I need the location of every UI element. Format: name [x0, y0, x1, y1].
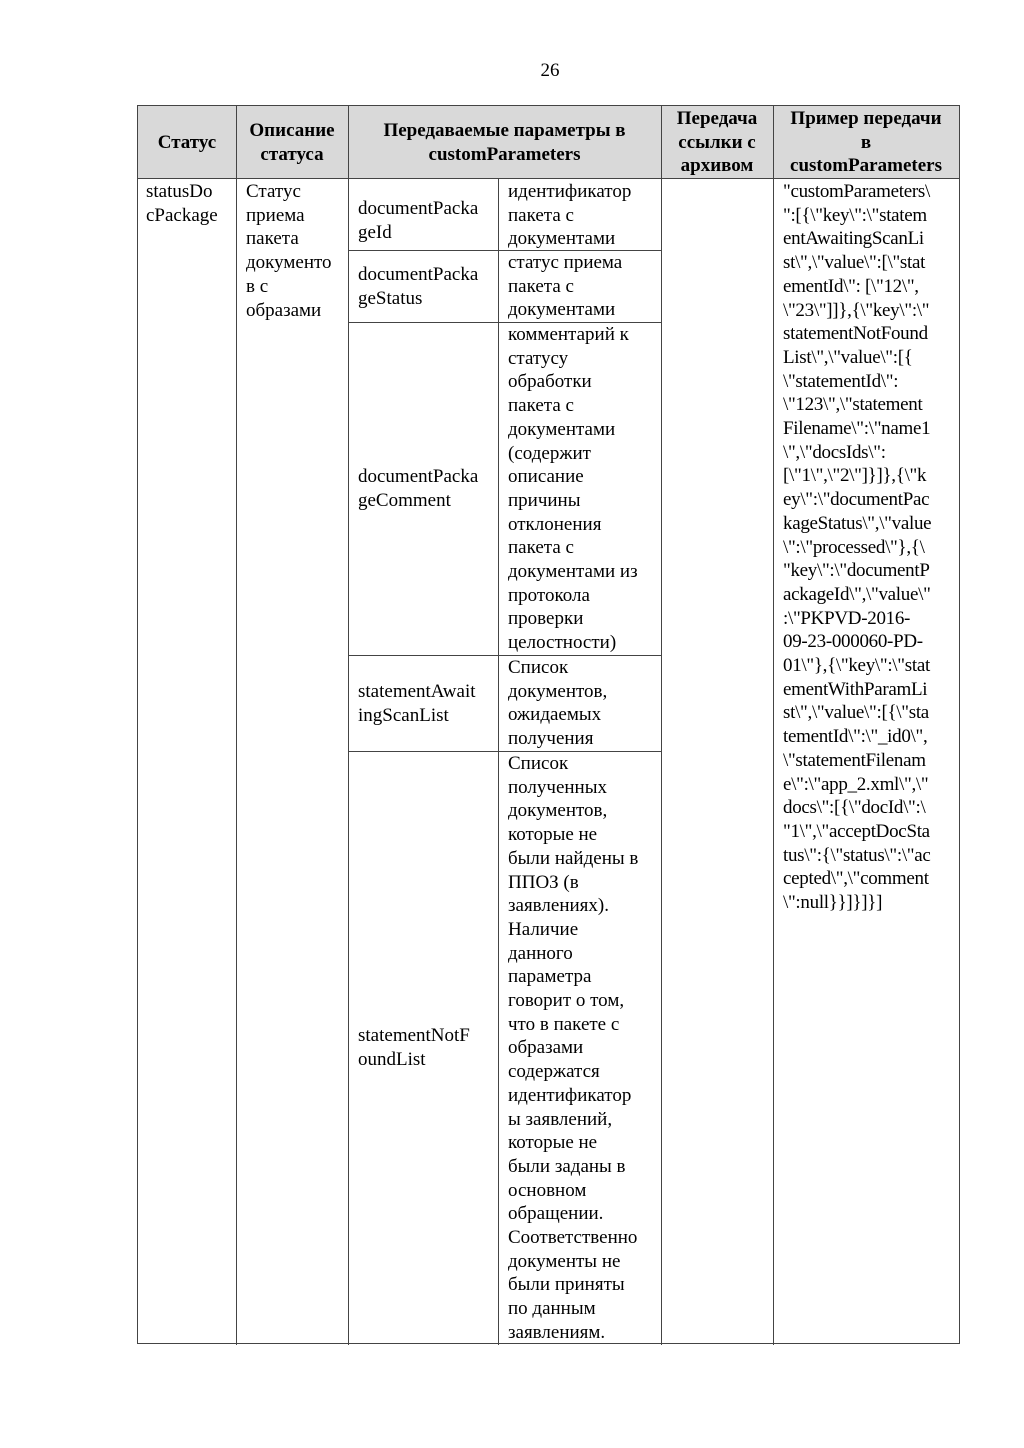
param-name: statementAwait ingScanList: [358, 681, 476, 726]
param-name: documentPacka geComment: [358, 466, 479, 511]
param-description: Список полученных документов, которые не были найдены в ППОЗ (в заявлениях). Наличие данного параметра говорит о том, что в пакете с образами содержатся идентификатор ы заявлений, которые не были заданы в основном обращении. Соответственно документы не были приняты по данным заявлениям.: [508, 753, 639, 1343]
status-table: [137, 105, 960, 1344]
header-description: Описание статуса: [249, 119, 335, 165]
param-description: комментарий к статусу обработки пакета с документами (содержит описание причины отклонения пакета с документами из протокола проверки целостности): [508, 324, 638, 654]
header-status: Статус: [157, 131, 217, 153]
column-divider: [348, 106, 349, 1345]
row-divider: [348, 655, 661, 656]
param-description: статус приема пакета с документами: [508, 252, 623, 321]
header-archive: Передача ссылки с архивом: [676, 108, 758, 177]
column-divider: [236, 106, 237, 1345]
column-divider: [773, 106, 774, 1345]
page-number: 26: [540, 60, 560, 81]
cell-status: statusDo cPackage: [146, 181, 218, 226]
column-divider: [498, 179, 499, 1345]
header-params: Передаваемые параметры в customParameters: [383, 119, 626, 165]
param-name: documentPacka geStatus: [358, 264, 479, 309]
header-example: Пример передачи в customParameters: [790, 108, 942, 177]
param-description: идентификатор пакета с документами: [508, 181, 632, 250]
param-name: documentPacka geId: [358, 198, 479, 243]
param-name: statementNotF oundList: [358, 1025, 470, 1070]
column-divider: [661, 106, 662, 1345]
param-description: Список документов, ожидаемых получения: [508, 657, 608, 750]
cell-description: Статус приема пакета документо в с образами: [246, 181, 332, 321]
cell-example: "customParameters\ ":[{\"key\":\"statem entAwaitingScanLi st\",\"value\":[\"stat ementId\": [\"12\", \"23\"]]},{\"key\":\" statementNotFound List\",\"value\":[{ \"statementId\": \"123\",\"statement Filename\":\"name1 \",\"docsIds\": [\"1\",\"2\"]}]},{\"k ey\":\"documentPac kageStatus\",\"value \":\"processed\"},{\ "key\":\"documentP ackageId\",\"value\" :\"PKPVD-2016- 09-23-000060-PD- 01\"},{\"key\":\"stat ementWithParamLi st\",\"value\":[{\"sta tementId\":\"_id0\", \"statementFilenam e\":\"app_2.xml\",\" docs\":[{\"docId\":\ "1\",\"acceptDocSta tus\":{\"status\":\"ac cepted\",\"comment \":null}}]}]}]: [783, 181, 932, 914]
